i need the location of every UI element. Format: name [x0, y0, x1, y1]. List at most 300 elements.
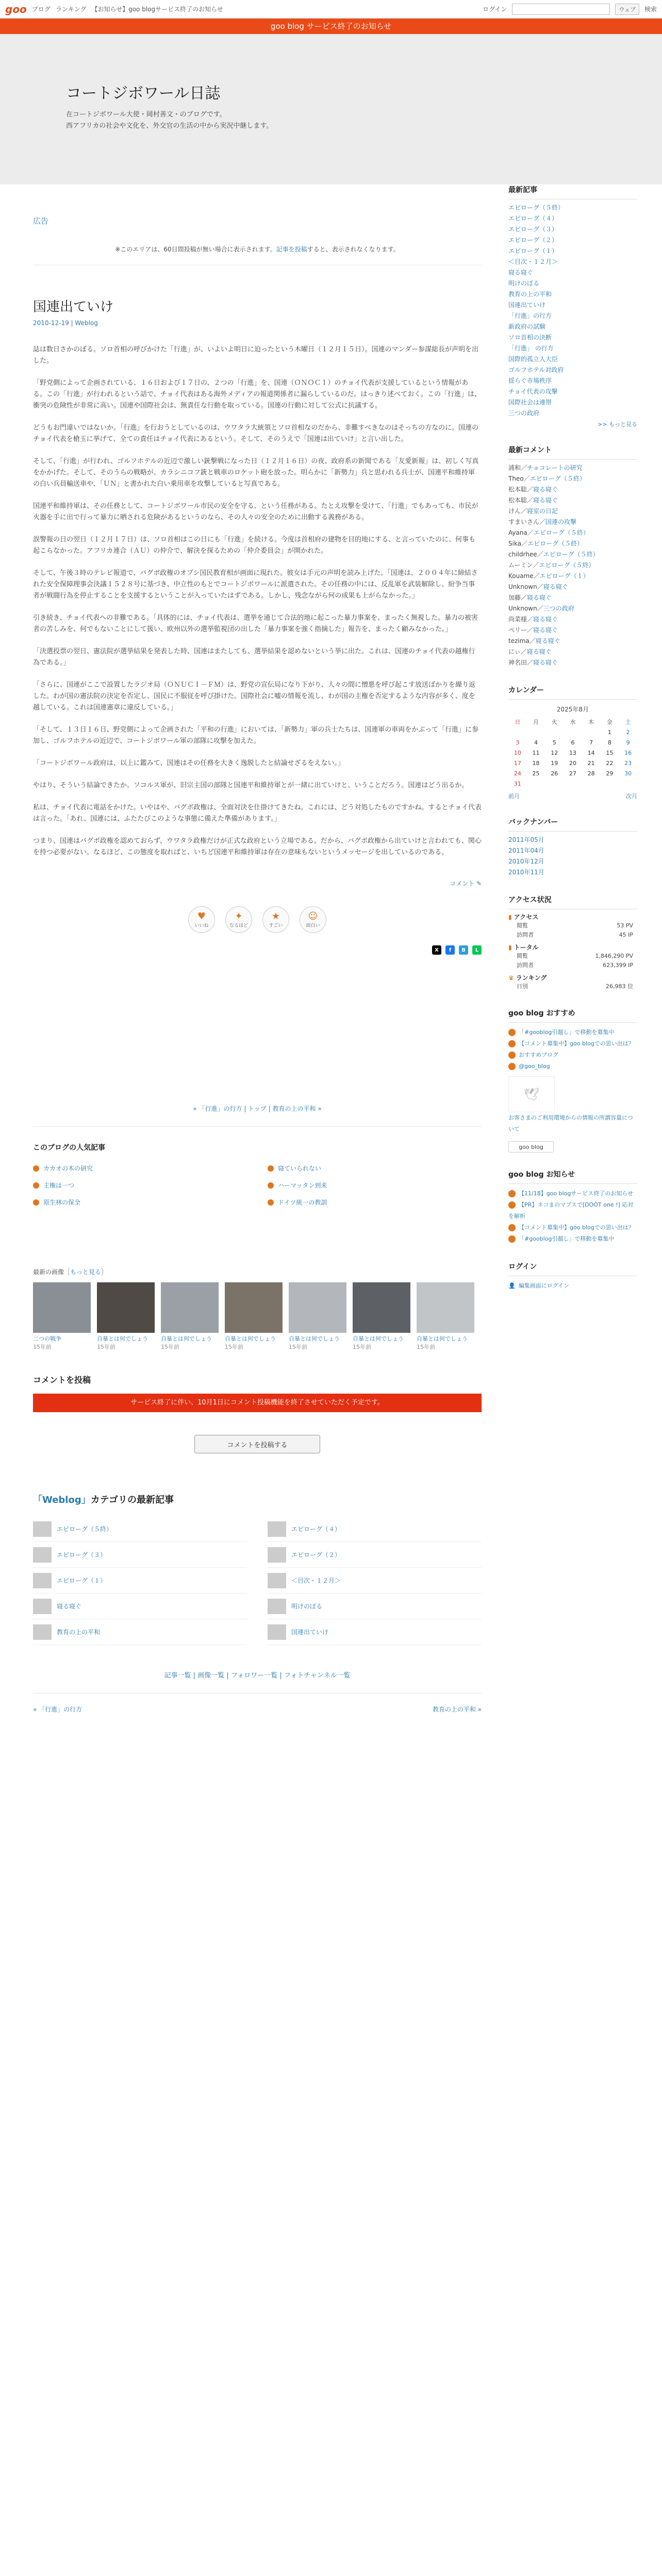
comment-sep: ／	[520, 648, 527, 655]
category-item-label[interactable]: 明けのぼる	[291, 1603, 323, 1610]
recent-comment[interactable]	[508, 538, 637, 549]
category-item-thumbnail	[268, 1573, 286, 1588]
ranking-label: ランキング	[516, 974, 547, 981]
comment-post-link[interactable]: エピローグ（１）	[539, 572, 589, 580]
bottom-next-link[interactable]: 教育の上の平和 »	[432, 1706, 482, 1713]
category-item-label[interactable]: エピローグ（２）	[291, 1551, 341, 1558]
comment-post-link[interactable]: 寝る寝ぐ	[526, 648, 552, 655]
calendar-day: 1	[607, 728, 611, 736]
popular-item-icon	[33, 1182, 39, 1189]
comment-section-title: コメントを投稿	[33, 1375, 91, 1385]
category-latest-item[interactable]	[268, 1619, 482, 1645]
calendar-day: 17	[514, 759, 521, 767]
calendar-day: 22	[606, 759, 614, 767]
calendar-weekday-row	[508, 717, 637, 727]
access-stats	[508, 894, 637, 991]
reaction-like[interactable]	[188, 906, 215, 933]
recent-comments	[508, 445, 637, 668]
comment-sep: ／	[537, 551, 543, 558]
goo-logo[interactable]: goo	[5, 3, 27, 15]
stat-value: 53 PV	[617, 922, 633, 929]
share-buttons	[33, 945, 482, 955]
photo-thumbnail[interactable]	[417, 1282, 474, 1333]
photo-caption[interactable]: 自暴とは何でしょう	[289, 1335, 340, 1342]
calendar-day: 15	[606, 749, 614, 756]
photo-item[interactable]	[161, 1282, 219, 1351]
total-label: トータル	[514, 944, 539, 951]
goo-rec-text[interactable]: お客さまのご利用環境からの情報の所謂容量について	[508, 1114, 633, 1132]
blog-header	[0, 34, 662, 184]
recent-post-link[interactable]: ゴルフホテル対政府	[508, 366, 564, 374]
recent-post-link[interactable]: 揺らぐ市場秩序	[508, 377, 552, 384]
goo-news-label[interactable]: 【PR】ネコまのマプスで[DOOT one !] 応対を解析	[508, 1201, 634, 1219]
recent-post-link[interactable]: 「行進」の行方	[508, 312, 552, 319]
photo-caption[interactable]: 自暴とは何でしょう	[161, 1335, 212, 1342]
category-item-label[interactable]: 寝る寝ぐ	[57, 1603, 82, 1610]
calendar-weekday: 日	[515, 719, 521, 725]
category-item-label[interactable]: ＜目次・１２月＞	[291, 1577, 341, 1584]
category-latest-item[interactable]	[33, 1542, 247, 1568]
recent-comment[interactable]	[508, 592, 637, 603]
stat-label: 閲覧	[517, 922, 528, 929]
recent-comment[interactable]	[508, 603, 637, 614]
goo-recommend	[508, 1008, 637, 1153]
comment-user: ペリー	[508, 626, 527, 634]
admin-login-label[interactable]: 編集画面にログイン	[518, 1282, 570, 1289]
footer-link[interactable]: フォトチャンネル一覧	[284, 1672, 351, 1680]
post-paragraph: 国連平和維持軍は、その任務として、コートジボワール市民の安全を守る、という任務がある。たとえ攻撃を受けて、「行進」でもあっても、市民が火器を手に出で行って暴力に晒される危険があるというのなら、その人々の安全のために出動する義務がある。	[33, 502, 478, 521]
post-paragraph: 私は、チョイ代表に電話をかけた。いやはや、バグボ政権は、全面対決を仕掛けてきたね。これには、どう対処したものですかね。するとチョイ代表は言った。「あれ、国連には、ふたたびこのような事態に備えた準備があります。」	[33, 804, 482, 823]
recent-post-link[interactable]: チョイ代表の攻撃	[508, 388, 558, 395]
photo-thumbnail[interactable]	[289, 1282, 346, 1333]
recent-post-link[interactable]: 国際的孤立人大臣	[508, 355, 558, 363]
post-paragraph: 引き続き、チョイ代表への非難である。「具体的には、チョイ代表は、選挙を通じて合法的地に起こった暴力事案を、まったく無視した。暴力の被害者の苦しみを、何でもないことにして扱い、欧州以外の選挙監視団の出した「暴力事案を強く指摘した」報告を、まったく顧みなかった。」	[33, 614, 478, 633]
calendar-week-row	[508, 737, 637, 748]
popular-item-label[interactable]: カカオの木の研究	[43, 1165, 93, 1172]
photo-thumbnail[interactable]	[97, 1282, 155, 1333]
photo-item[interactable]	[417, 1282, 474, 1351]
header-right	[483, 4, 657, 15]
goo-rec-label[interactable]: @goo_blog	[519, 1063, 550, 1070]
main-column	[33, 184, 482, 1714]
calendar-day	[545, 778, 564, 789]
comment-user: Unknown	[508, 605, 537, 612]
popular-item-icon	[268, 1182, 274, 1189]
calendar-day	[564, 778, 582, 789]
access-today-rows	[508, 921, 637, 940]
hatena-share-icon[interactable]: B	[459, 945, 468, 955]
recent-comment[interactable]	[508, 495, 637, 506]
recent-comment[interactable]	[508, 582, 637, 592]
reaction-label: 面白い	[306, 923, 320, 928]
backnumber-link[interactable]: 2010年12月	[508, 858, 544, 865]
comment-user: 松本聡	[508, 486, 527, 493]
recent-post-link[interactable]: ＜目次・１２月＞	[508, 258, 558, 265]
comment-link[interactable]	[33, 879, 482, 888]
comment-user: 浦和	[508, 464, 521, 471]
recent-post-link[interactable]: エピローグ（１）	[508, 247, 558, 255]
backnumber-link[interactable]: 2011年04月	[508, 847, 544, 854]
post-paragraph: そして、午後３時のテレビ報道で、バグボ政権のオブシ国民教育相が画面に現れた。彼女は手元の声明を読み上げた。「国連は、２００４年に締結された安全保障理事会決議１５２８号に基づき、中立性のもとでコートジボワールに派遣された。その任務の中には、反乱軍を武装解除し、紛争当事者が戦闘行為を停止することを支援するということが入っていたはずである。しかし、残念ながら何の成果も上がらなかった。」	[33, 569, 478, 600]
comment-user: Unknown	[508, 583, 537, 590]
popular-title: このブログの人気記事	[33, 1144, 105, 1152]
popular-item-label[interactable]: 主権は一つ	[43, 1182, 75, 1189]
popular-item[interactable]	[268, 1164, 482, 1173]
goo-news-item[interactable]	[508, 1233, 637, 1245]
facebook-share-icon[interactable]: f	[445, 945, 455, 955]
recent-post-link[interactable]: 「行進」 の行方	[508, 345, 554, 352]
line-share-icon[interactable]: L	[472, 945, 482, 955]
comment-post-link[interactable]: 寝る寝ぐ	[533, 659, 558, 666]
footer-link[interactable]: フォロワー一覧	[230, 1672, 278, 1680]
comment-sep: ／	[533, 572, 540, 580]
goo-blog-badge[interactable]	[508, 1141, 554, 1153]
photo-thumbnail[interactable]	[161, 1282, 219, 1333]
calendar-month: 2025年8月	[556, 706, 589, 713]
goo-rec-item[interactable]	[508, 1049, 637, 1061]
recent-comment[interactable]	[508, 636, 637, 647]
recent-comment[interactable]	[508, 625, 637, 636]
top-link[interactable]: トップ	[248, 1105, 267, 1112]
comment-post-link[interactable]: エピローグ（５終）	[539, 562, 595, 569]
photo-caption[interactable]: 自暴とは何でしょう	[353, 1335, 404, 1342]
category-latest-item[interactable]	[268, 1568, 482, 1594]
photo-item[interactable]	[225, 1282, 283, 1351]
comment-user: tezima	[508, 637, 529, 645]
post-date[interactable]: 2010-12-19	[33, 319, 69, 327]
comment-post-link[interactable]: 寝室の日記	[527, 507, 558, 515]
comment-link-label[interactable]: コメント	[450, 880, 475, 887]
goo-blog-badge-label: goo blog	[519, 1143, 543, 1150]
photo-caption[interactable]: 自暴とは何でしょう	[97, 1335, 148, 1342]
recent-post-link[interactable]: エピローグ（４）	[508, 215, 558, 222]
comment-post-link[interactable]: 寝る寝ぐ	[533, 497, 558, 504]
popular-item[interactable]	[33, 1181, 247, 1190]
category-item-label[interactable]: エピローグ（１）	[57, 1577, 107, 1584]
comment-user: 加藤	[508, 594, 521, 601]
goo-news-item[interactable]	[508, 1199, 637, 1222]
goo-news-icon	[508, 1235, 516, 1243]
person-icon: 👤	[508, 1282, 516, 1289]
calendar-week-row	[508, 758, 637, 768]
x-share-icon[interactable]: X	[432, 945, 441, 955]
category-item-label[interactable]: 教育の上の平和	[57, 1629, 101, 1636]
category-item-thumbnail	[268, 1547, 286, 1563]
recent-post-link[interactable]: 国連出ていけ	[508, 301, 546, 309]
comment-user: 神名田	[508, 659, 527, 666]
goo-news-list	[508, 1188, 637, 1245]
calendar-day: 24	[514, 770, 521, 777]
popular-item-icon	[33, 1165, 39, 1172]
comment-post-link[interactable]: チョコレートの研究	[527, 464, 583, 471]
goo-rec-label[interactable]: おすすめブログ	[519, 1052, 559, 1058]
backnumber-link[interactable]: 2010年11月	[508, 869, 544, 876]
ad-notice	[33, 245, 482, 253]
comment-post-link[interactable]: エピローグ（５終）	[533, 529, 589, 536]
stat-row	[508, 982, 637, 991]
calendar-day: 3	[516, 739, 520, 746]
bird-icon: 🕊	[508, 1076, 555, 1112]
category-item-thumbnail	[268, 1521, 286, 1537]
goo-rec-label[interactable]: 【コメント募集中】goo blogでの思い出は？	[519, 1040, 634, 1047]
popular-item-label[interactable]: ハーマッタン到来	[278, 1182, 327, 1189]
popular-item[interactable]	[268, 1198, 482, 1207]
reaction-agree[interactable]	[225, 906, 252, 933]
recent-more-link[interactable]: >> もっと見る	[598, 421, 637, 428]
reaction-fun[interactable]	[300, 906, 326, 933]
comment-post-link[interactable]: 寝る寝ぐ	[533, 626, 558, 634]
popular-item[interactable]	[33, 1198, 247, 1207]
blog-description: 在コートジボワール大使・岡村善文・のブログです。 西アフリカの社会や文化を、外交官の生活の中から実況中継します。	[66, 111, 273, 130]
goo-news-title: goo blog お知らせ	[508, 1169, 637, 1184]
comment-post-link[interactable]: 寝る寝ぐ	[533, 616, 558, 623]
reaction-great[interactable]	[262, 906, 289, 933]
goo-news-label[interactable]: 【11/18】goo blogサービス終了のお知らせ	[519, 1190, 634, 1197]
popular-item[interactable]	[33, 1164, 247, 1173]
recent-comment[interactable]	[508, 506, 637, 517]
divider	[33, 1126, 482, 1127]
ad-text-before: ※このエリアは、60日間投稿が無い場合に表示されます。	[115, 246, 276, 253]
post-title[interactable]: 国連出ていけ	[33, 299, 114, 315]
calendar-day: 19	[551, 759, 558, 767]
nav-notice-link[interactable]: 【お知らせ】goo blogサービス終了のお知らせ	[91, 6, 223, 13]
post-category[interactable]: Weblog	[75, 319, 98, 327]
login-section	[508, 1261, 637, 1290]
reaction-label: なるほど	[229, 923, 248, 928]
calendar-week-row	[508, 727, 637, 737]
calendar-day	[545, 727, 564, 737]
comment-sep: ／	[521, 540, 528, 547]
photo-item[interactable]	[97, 1282, 155, 1351]
photo-date: 15年前	[289, 1344, 307, 1350]
comment-sep: ／	[527, 659, 534, 666]
photo-date: 15年前	[33, 1344, 52, 1350]
access-label: アクセス	[514, 913, 539, 921]
calendar-next-link[interactable]: 次月	[626, 793, 637, 800]
category-item-label[interactable]: エピローグ（５終）	[57, 1526, 113, 1533]
recent-comment[interactable]	[508, 647, 637, 657]
bottom-prev-label[interactable]: 「行進」の行方	[39, 1706, 82, 1713]
recent-post-link[interactable]: 明けのぼる	[508, 280, 540, 287]
post-paragraph: つまり、国連はバグボ政権を認めておらず、ウワタラ政権だけが正式な政府という立場である。だから、バグボ政権から出ていけと言われても、関心を持つ必要がない。なるほど、この態度を取ればと、いちど国連平和維持軍は存在の意味もないというメッセージを出しているのである。	[33, 837, 482, 856]
comment-post-link[interactable]: 寝る寝ぐ	[535, 637, 560, 645]
recent-comment[interactable]	[508, 473, 637, 484]
comment-post-link[interactable]: 国連の攻撃	[545, 518, 577, 526]
recent-post-link[interactable]: 新政府の試験	[508, 323, 546, 330]
photo-thumbnail[interactable]	[225, 1282, 283, 1333]
recent-posts	[508, 184, 637, 428]
comment-sep: ／	[537, 583, 543, 590]
goo-news-icon	[508, 1190, 516, 1197]
goo-rec-label[interactable]: 「#gooblog引越し」で移動を募集中	[519, 1029, 615, 1036]
recent-post-link[interactable]: エピローグ（５終）	[508, 204, 565, 211]
recent-post-link[interactable]: 教育の上の平和	[508, 291, 552, 298]
photo-item[interactable]	[33, 1282, 91, 1351]
post-comment-button[interactable]: コメントを投稿する	[194, 1435, 320, 1453]
calendar-day: 2	[626, 728, 630, 736]
footer-link[interactable]: 画像一覧	[197, 1672, 225, 1680]
recent-post-link[interactable]: エピローグ（２）	[508, 236, 558, 244]
next-post-link[interactable]: 教育の上の平和	[272, 1105, 316, 1112]
category-latest-item[interactable]	[33, 1516, 247, 1542]
calendar-day	[527, 727, 545, 737]
post-article-link[interactable]: 記事を投稿	[276, 246, 307, 253]
goo-news-item[interactable]	[508, 1222, 637, 1233]
popular-item[interactable]	[268, 1181, 482, 1190]
goo-rec-item[interactable]	[508, 1027, 637, 1038]
photo-section-title: 最新の画像［もっと見る］	[33, 1268, 108, 1276]
stat-label: 訪問者	[517, 931, 534, 938]
popular-item-label[interactable]: 寝ていられない	[278, 1165, 322, 1172]
recent-post-link[interactable]: 国際社会は連帯	[508, 399, 552, 406]
sidebar	[508, 184, 637, 1306]
global-header	[0, 0, 662, 19]
category-latest-item[interactable]	[268, 1594, 482, 1619]
footer-link[interactable]: 記事一覧	[164, 1672, 191, 1680]
recent-post-link[interactable]: 寝る寝ぐ	[508, 269, 534, 276]
comment-post-link[interactable]: 寝る寝ぐ	[533, 486, 558, 493]
goo-news-label[interactable]: 【コメント募集中】goo blogでの思い出は？	[519, 1224, 634, 1231]
recent-comment[interactable]	[508, 484, 637, 495]
calendar-day: 26	[551, 770, 558, 777]
recent-comment[interactable]	[508, 463, 637, 473]
search-input[interactable]	[512, 4, 610, 15]
comment-sep: ／	[521, 594, 527, 601]
photo-date: 15年前	[353, 1344, 371, 1350]
photo-title: 最新の画像	[33, 1268, 64, 1276]
category-item-thumbnail	[33, 1599, 52, 1614]
goo-rec-icon	[508, 1040, 516, 1047]
photo-item[interactable]	[353, 1282, 410, 1351]
calendar-day: 16	[624, 749, 632, 756]
goo-news-label[interactable]: 「#gooblog引越し」で移動を募集中	[519, 1235, 615, 1242]
service-end-notice[interactable]: goo blog サービス終了のお知らせ	[0, 19, 662, 34]
calendar-week-row	[508, 778, 637, 789]
comment-user: Theo	[508, 475, 524, 482]
photo-caption[interactable]: 二つの戦争	[33, 1335, 61, 1342]
recent-post-link[interactable]: ソロ首相の決断	[508, 334, 552, 341]
recent-comment[interactable]	[508, 560, 637, 571]
stat-label: 日別	[517, 983, 528, 990]
recent-comment[interactable]	[508, 549, 637, 560]
category-latest-item[interactable]	[33, 1619, 247, 1645]
photo-item[interactable]	[289, 1282, 346, 1351]
calendar-weekday: 火	[551, 719, 557, 725]
photo-thumbnail[interactable]	[33, 1282, 91, 1333]
admin-login-link[interactable]	[508, 1281, 637, 1290]
comment-post-link[interactable]: エピローグ（５終）	[543, 551, 599, 558]
backnumber-link[interactable]: 2011年05月	[508, 836, 544, 843]
photo-thumbnail[interactable]	[353, 1282, 410, 1333]
recent-post-link[interactable]: エピローグ（３）	[508, 226, 558, 233]
backnumber	[508, 817, 637, 878]
recent-comment[interactable]	[508, 528, 637, 538]
goo-rec-icon	[508, 1029, 516, 1036]
bottom-next-label[interactable]: 教育の上の平和	[432, 1706, 476, 1713]
nav-ranking-link[interactable]: ランキング	[55, 6, 87, 13]
category-latest-item[interactable]	[33, 1594, 247, 1619]
pencil-icon: ✎	[476, 880, 482, 887]
comment-post-link[interactable]: 寝る寝ぐ	[527, 594, 552, 601]
recent-post-link[interactable]: 三つの政府	[508, 410, 540, 417]
photo-section	[33, 1267, 482, 1351]
popular-list	[33, 1164, 482, 1207]
chart-icon: ▮	[508, 913, 512, 921]
comment-post-link[interactable]: エピローグ（５終）	[527, 540, 584, 547]
bottom-prev-link[interactable]: « 「行進」の行方	[33, 1706, 82, 1713]
calendar-day: 28	[587, 770, 595, 777]
footer-separator: |	[191, 1672, 198, 1680]
popular-item-label[interactable]: 原生林の保全	[43, 1199, 81, 1206]
category-latest-item[interactable]	[33, 1568, 247, 1594]
category-name[interactable]: 「Weblog」	[33, 1495, 91, 1505]
category-item-label[interactable]: エピローグ（４）	[291, 1526, 341, 1533]
login-link[interactable]: ログイン	[483, 6, 507, 13]
comment-user: 尚菜様	[508, 616, 527, 623]
photo-caption[interactable]: 自暴とは何でしょう	[225, 1335, 276, 1342]
ranking-head	[508, 973, 637, 982]
calendar-prev-link[interactable]: 前月	[508, 793, 520, 800]
prev-post-link[interactable]: 「行進」の行方	[198, 1105, 242, 1112]
calendar-weekday: 月	[533, 719, 539, 725]
calendar-day: 25	[532, 770, 540, 777]
category-latest-item[interactable]	[268, 1542, 482, 1568]
comment-end-notice[interactable]: サービス終了に伴い、10月1日にコメント投稿機能を終了させていただく予定です。	[33, 1394, 482, 1412]
recent-comment[interactable]	[508, 657, 637, 668]
stat-value: 623,399 IP	[603, 962, 633, 969]
comment-post-link[interactable]: 寝る寝ぐ	[543, 583, 568, 590]
category-item-label[interactable]: エピローグ（３）	[57, 1551, 107, 1558]
post-body	[33, 344, 482, 858]
comment-post-link[interactable]: 三つの政府	[543, 605, 574, 612]
post-nav: « 「行進」の行方 | トップ | 教育の上の平和 »	[193, 1105, 322, 1112]
recent-comment[interactable]	[508, 517, 637, 528]
category-latest-list	[33, 1516, 482, 1645]
comment-user: Sika	[508, 540, 522, 547]
comment-sep: ／	[537, 605, 543, 612]
goo-rec-item[interactable]	[508, 1038, 637, 1049]
post-paragraph: やはり、そういう結論できたか。ソコルス軍が、旧宗主国の部隊と国連平和維持軍とが一緒に出ていけと、いうことだろう。国連はどう出るか。	[33, 782, 469, 789]
post-paragraph: 「そして、１３日１６日、野党側によって企画された「平和の行進」においては、「新勢力」軍の兵士たちは、国連軍の車両をかぶって「行進」に参加し、ゴルフホテルの近辺で、コートジボワール軍の部隊に攻撃を加えた。	[33, 726, 479, 745]
category-latest-item[interactable]	[268, 1516, 482, 1542]
smile-icon: ☺	[308, 910, 318, 922]
stat-row	[508, 921, 637, 930]
nav-blog-link[interactable]: ブログ	[31, 6, 51, 13]
comment-user: にぃ	[508, 648, 521, 655]
comment-post-link[interactable]: エピローグ（５終）	[529, 475, 586, 482]
recent-comment[interactable]	[508, 614, 637, 625]
category-item-thumbnail	[268, 1599, 286, 1614]
calendar	[508, 685, 637, 800]
post-paragraph: 誌は数日さかのぼる。ソロ首相の呼びかけた「行進」が、いよいよ明日に迫ったという木曜日（１２月１５日）。国連のマンダー参謀総長が声明を出した。	[33, 346, 478, 365]
goo-news-item[interactable]	[508, 1188, 637, 1199]
post-paragraph: そして、「行進」が行われ、ゴルフホテルの近辺で激しい銃撃戦になった日（１２月１６日）の夜、政府系の新聞である「友愛新報」は、初しく写真をかかげた。そして、そのうらの戦略が、カラシニコフ銃と戦車のロケット砲を放った。明らかに「新勢力」兵と思われる兵士が、国連平和維持軍の白い兵員輸送車や、「ＵＮ」と書かれた白い乗用車を攻撃していると写真である。	[33, 457, 479, 488]
photo-caption[interactable]: 自暴とは何でしょう	[417, 1335, 468, 1342]
blog-title[interactable]: コートジボワール日誌	[66, 84, 221, 103]
calendar-table	[508, 717, 637, 789]
photo-more-link[interactable]: もっと見る	[70, 1268, 102, 1276]
recent-comment[interactable]	[508, 571, 637, 582]
calendar-day: 14	[587, 749, 595, 756]
photo-date: 15年前	[161, 1344, 179, 1350]
search-button[interactable]: 検索	[644, 6, 657, 13]
category-item-label[interactable]: 国連出ていけ	[291, 1629, 329, 1636]
photo-date: 15年前	[225, 1344, 243, 1350]
popular-item-label[interactable]: ドイツ統一の教訓	[278, 1199, 327, 1206]
search-scope-select[interactable]: ウェブ	[615, 4, 639, 15]
category-item-thumbnail	[33, 1573, 52, 1588]
goo-rec-item[interactable]	[508, 1061, 637, 1072]
